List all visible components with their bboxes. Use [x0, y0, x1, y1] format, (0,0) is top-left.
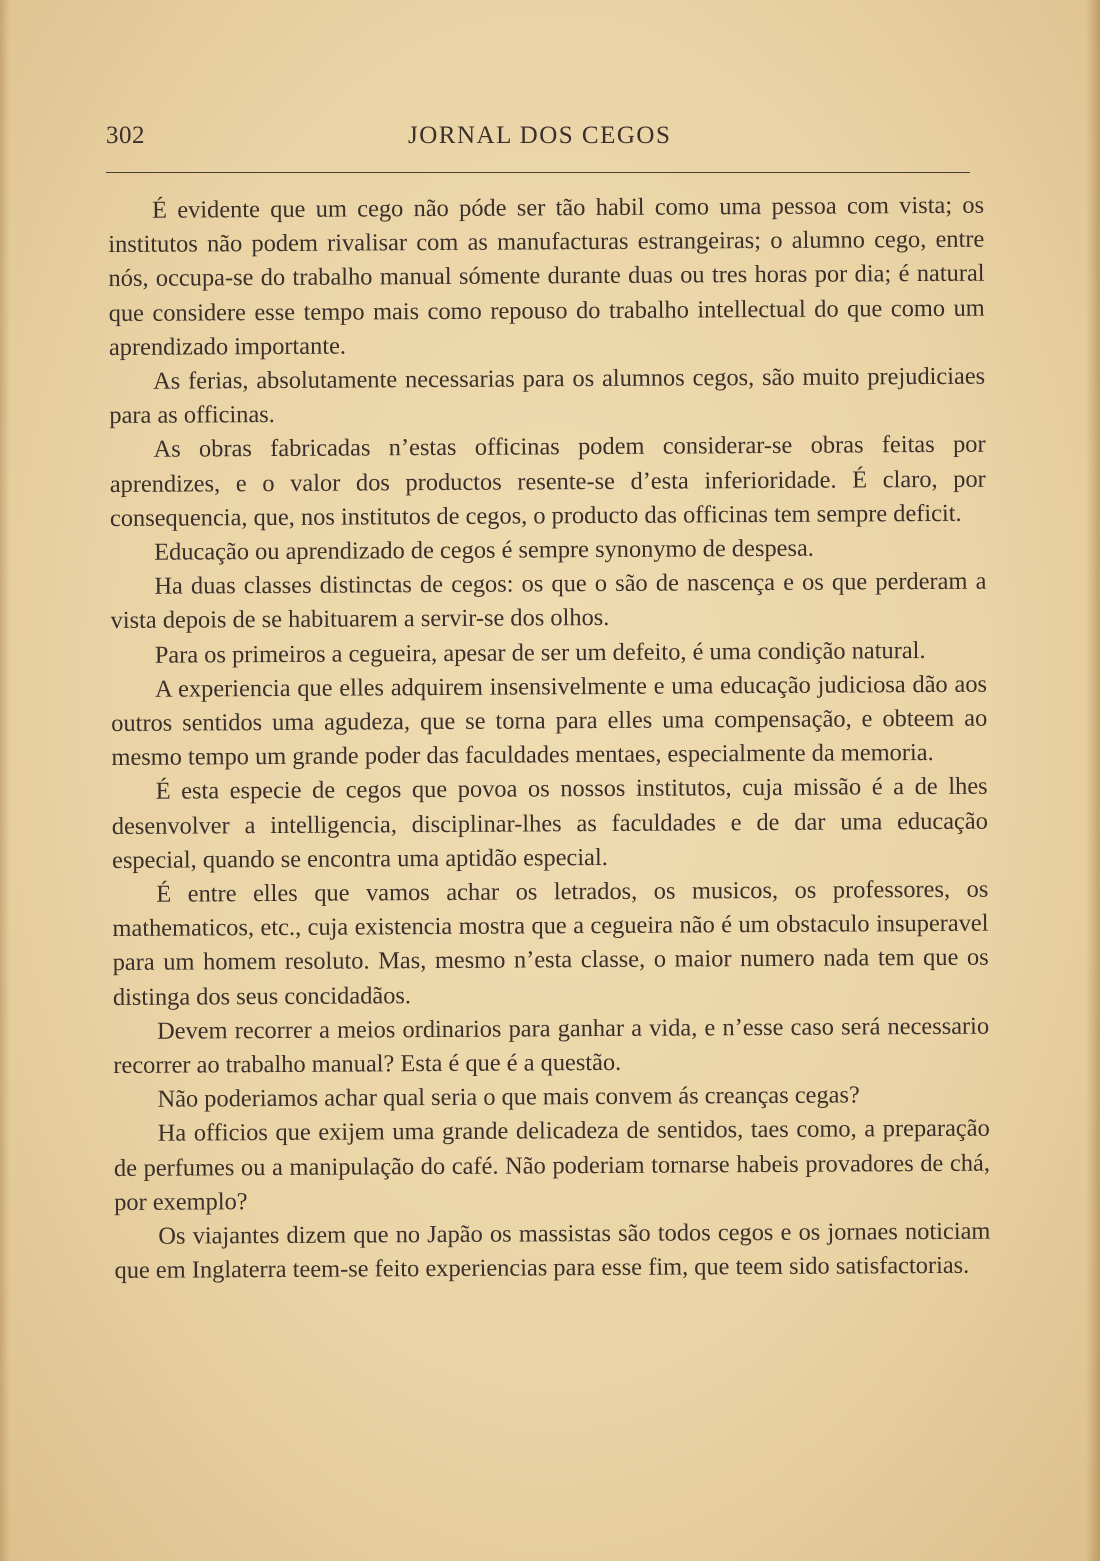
running-title: JORNAL DOS CEGOS	[408, 122, 672, 149]
paragraph: As ferias, absolutamente necessarias para os alumnos cegos, são muito prejudiciaes para as officinas.	[109, 362, 986, 430]
paragraph: Educação ou aprendizado de cegos é sempre synonymo de despesa.	[154, 534, 814, 566]
page-left-edge	[0, 0, 10, 1561]
paragraph: Ha officios que exijem uma grande delicadeza de sentidos, taes como, a preparação de perfumes ou a manipulação do café. Não poderiam tornarse habeis provadores de chá, por exemplo?	[113, 1115, 991, 1216]
page-right-edge	[1086, 0, 1100, 1561]
page-header	[106, 118, 976, 160]
paragraph: Devem recorrer a meios ordinarios para ganhar a vida, e n’esse caso será necessario recorrer ao trabalho manual? Esta é que é a questão.	[113, 1012, 990, 1080]
paragraph: Não poderiamos achar qual seria o que mais convem ás creanças cegas?	[157, 1081, 860, 1113]
paragraph: As obras fabricadas n’estas officinas podem considerar-se obras feitas por aprendizes, e o valor dos productos resente-se d’esta inferioridade. É claro, por consequencia, que, nos institutos de cegos, o producto das officinas tem sempre deficit.	[109, 431, 986, 532]
header-rule	[106, 172, 970, 173]
paragraph: Ha duas classes distinctas de cegos: os que o são de nascença e os que perderam a vista depois de se habituarem a servir-se dos olhos.	[110, 567, 987, 635]
paragraph: É esta especie de cegos que povoa os nossos institutos, cuja missão é a de lhes desenvolver a intelligencia, disciplinar-lhes as faculdades e de dar uma educação especial, quando se encontra uma aptidão especial.	[111, 773, 988, 874]
body-text	[108, 189, 991, 1289]
paragraph: É evidente que um cego não póde ser tão habil como uma pessoa com vista; os institutos não podem rivalisar com as manufacturas estrangeiras; o alumno cego, entre nós, occupa-se do trabalho manual sómente durante duas ou tres horas por dia; é natural que considere esse tempo mais como repouso do trabalho intellectual do que como um aprendizado importante.	[108, 191, 985, 361]
paragraph: A experiencia que elles adquirem insensivelmente e uma educação judiciosa dão aos outros sentidos uma agudeza, que se torna para elles uma compensação, e obteem ao mesmo tempo um grande poder das faculdades mentaes, especialmente da memoria.	[111, 670, 988, 772]
page-number: 302	[106, 122, 145, 149]
paragraph: Para os primeiros a cegueira, apesar de ser um defeito, é uma condição natural.	[154, 636, 926, 669]
paragraph: É entre elles que vamos achar os letrados, os musicos, os professores, os mathematicos, etc., cuja existencia mostra que a cegueira não é um obstaculo insuperavel para um homem resoluto. Mas, mesmo n’esta classe, o maior numero nada tem que os distinga dos seus concidadãos.	[112, 875, 989, 1011]
paragraph: Os viajantes dizem que no Japão os massistas são todos cegos e os jornaes noticiam que em Inglaterra teem-se feito experiencias para esse fim, que teem sido satisfactorias.	[114, 1217, 991, 1285]
